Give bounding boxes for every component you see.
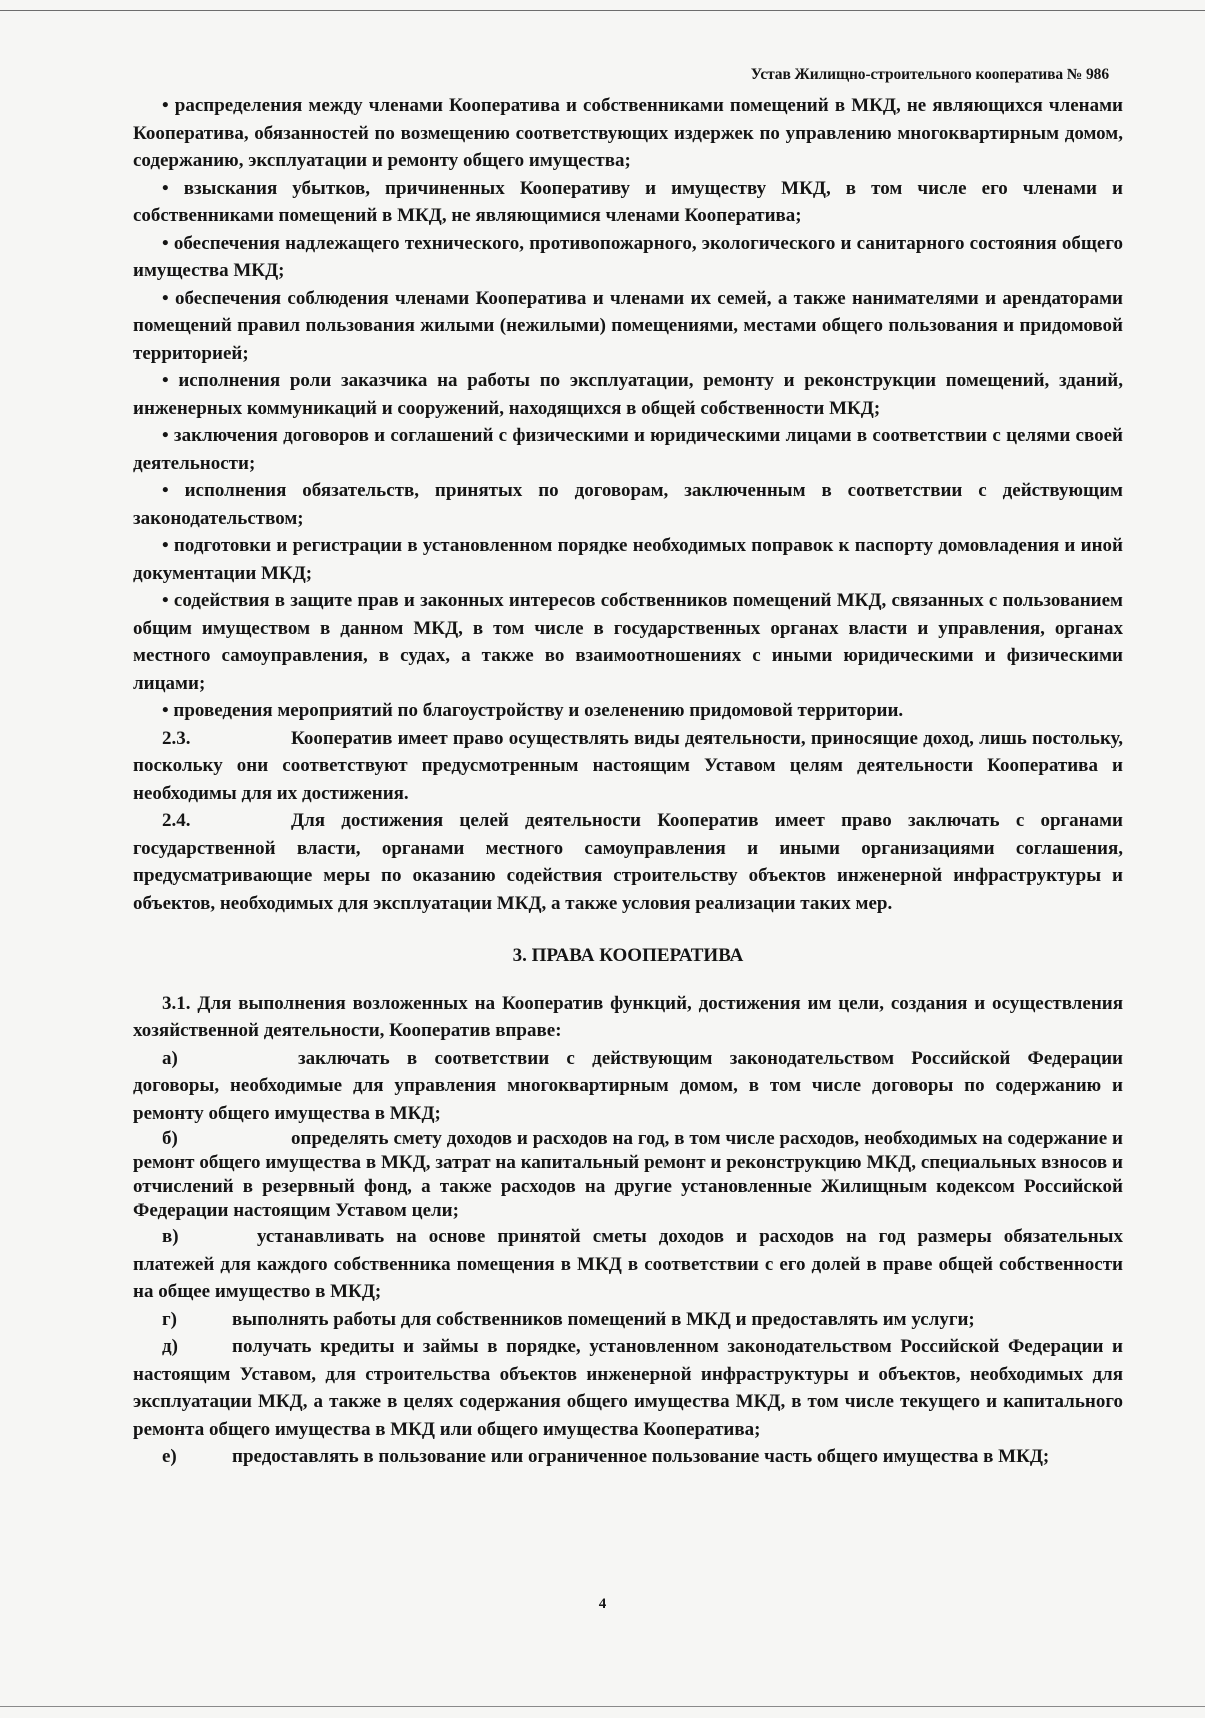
item-label: а) — [162, 1047, 178, 1069]
bullet-item: • исполнения роли заказчика на работы по эксплуатации, ремонту и реконструкции помещений, зданий, инженерных коммуникаций и сооружений, находящихся в общей собственности МКД; — [133, 370, 1123, 419]
item-label: д) — [162, 1336, 178, 1357]
page-number: 4 — [598, 1596, 607, 1612]
document-body — [133, 92, 1123, 1471]
list-item-a — [133, 1045, 1123, 1128]
clause-number: 2.4. — [162, 810, 191, 831]
scan-edge-bottom — [0, 1706, 1205, 1707]
item-label: г) — [162, 1308, 177, 1330]
item-label: е) — [162, 1446, 177, 1467]
clause-2-3 — [133, 725, 1123, 808]
item-text: заключать в соответствии с действующим законодательством Российской Федерации договоры, необходимые для управления многоквартирным домом, в том числе договоры по содержанию и ремонту общего имущества в МКД; — [133, 1047, 1123, 1124]
section-title: 3. ПРАВА КООПЕРАТИВА — [512, 945, 744, 966]
bullet-item: • подготовки и регистрации в установленном порядке необходимых поправок к паспорту домовладения и иной документации МКД; — [133, 535, 1123, 584]
bullet-item: • проведения мероприятий по благоустройству и озеленению придомовой территории. — [162, 700, 904, 721]
item-text: определять смету доходов и расходов на год, в том числе расходов, необходимых на содержание и ремонт общего имущества в МКД, затрат на капитальный ремонт и реконструкцию МКД, специальных взносов и отчислений в резервный фонд, а также расходов на другие установленные Жилищным кодексом Российской Федерации настоящим Уставом цели; — [133, 1128, 1123, 1221]
item-label: в) — [162, 1226, 179, 1247]
bullet-item: • содействия в защите прав и законных интересов собственников помещений МКД, связанных с пользованием общим имуществом в данном МКД, в том числе в государственных органах власти и управления, органах местного самоуправления, в судах, а также во взаимоотношениях с иными юридическими и физическими лицами; — [133, 590, 1123, 694]
list-item-d — [133, 1333, 1123, 1443]
bullet-item: • обеспечения надлежащего технического, противопожарного, экологического и санитарного состояния общего имущества МКД; — [133, 232, 1123, 281]
clause-2-4 — [133, 807, 1123, 917]
bullet-item: • обеспечения соблюдения членами Кооператива и членами их семей, а также нанимателями и арендаторами помещений правил пользования жилыми (нежилыми) помещениями, местами общего пользования и придомовой территорией; — [133, 287, 1123, 364]
scan-edge-top — [0, 10, 1205, 11]
list-item-g — [133, 1306, 1123, 1334]
item-text: устанавливать на основе принятой сметы доходов и расходов на год размеры обязательных платежей для каждого собственника помещения в МКД в соответствии с его долей в праве общей собственности на общее имущество в МКД; — [133, 1226, 1123, 1302]
bullet-item: • исполнения обязательств, принятых по договорам, заключенным в соответствии с действующим законодательством; — [133, 480, 1123, 529]
item-text: выполнять работы для собственников помещений в МКД и предоставлять им услуги; — [232, 1308, 975, 1330]
list-item-v — [133, 1223, 1123, 1306]
clause-number: 2.3. — [162, 727, 191, 749]
item-label: б) — [162, 1128, 178, 1149]
bullet-item: • распределения между членами Кооператива и собственниками помещений в МКД, не являющихся членами Кооператива, обязанностей по возмещению соответствующих издержек по управлению многоквартирным домом, содержанию, эксплуатации и ремонту общего имущества; — [133, 95, 1123, 171]
clause-text: Для достижения целей деятельности Кооператив имеет право заключать с органами государственной власти, органами местного самоуправления и иными организациями соглашения, предусматривающие меры по оказанию содействия строительству объектов инженерной инфраструктуры и объектов, необходимых для эксплуатации МКД, а также условия реализации таких мер. — [133, 810, 1123, 914]
bullet-item: • взыскания убытков, причиненных Кооперативу и имуществу МКД, в том числе его членами и собственниками помещений в МКД, не являющимися членами Кооператива; — [133, 177, 1123, 226]
clause-text: Кооператив имеет право осуществлять виды деятельности, приносящие доход, лишь постольку, поскольку они соответствуют предусмотренным настоящим Уставом целям деятельности Кооператива и необходимы для их достижения. — [133, 727, 1123, 804]
bullet-item: • заключения договоров и соглашений с физическими и юридическими лицами в соответствии с целями своей деятельности; — [133, 425, 1123, 474]
item-text: получать кредиты и займы в порядке, установленном законодательством Российской Федерации и настоящим Уставом, для строительства объектов инженерной инфраструктуры и объектов, необходимых для эксплуатации МКД, а также в целях содержания общего имущества МКД, в том числе текущего и капитального ремонта общего имущества в МКД или общего имущества Кооператива; — [133, 1336, 1123, 1440]
list-item-e — [133, 1443, 1123, 1471]
document-header: Устав Жилищно-строительного кооператива № 986 — [750, 66, 1109, 83]
clause-3-1-intro: 3.1. Для выполнения возложенных на Кооператив функций, достижения им цели, создания и осуществления хозяйственной деятельности, Кооператив вправе: — [133, 992, 1123, 1041]
item-text: предоставлять в пользование или ограниченное пользование часть общего имущества в МКД; — [232, 1446, 1050, 1467]
list-item-b — [133, 1127, 1123, 1223]
